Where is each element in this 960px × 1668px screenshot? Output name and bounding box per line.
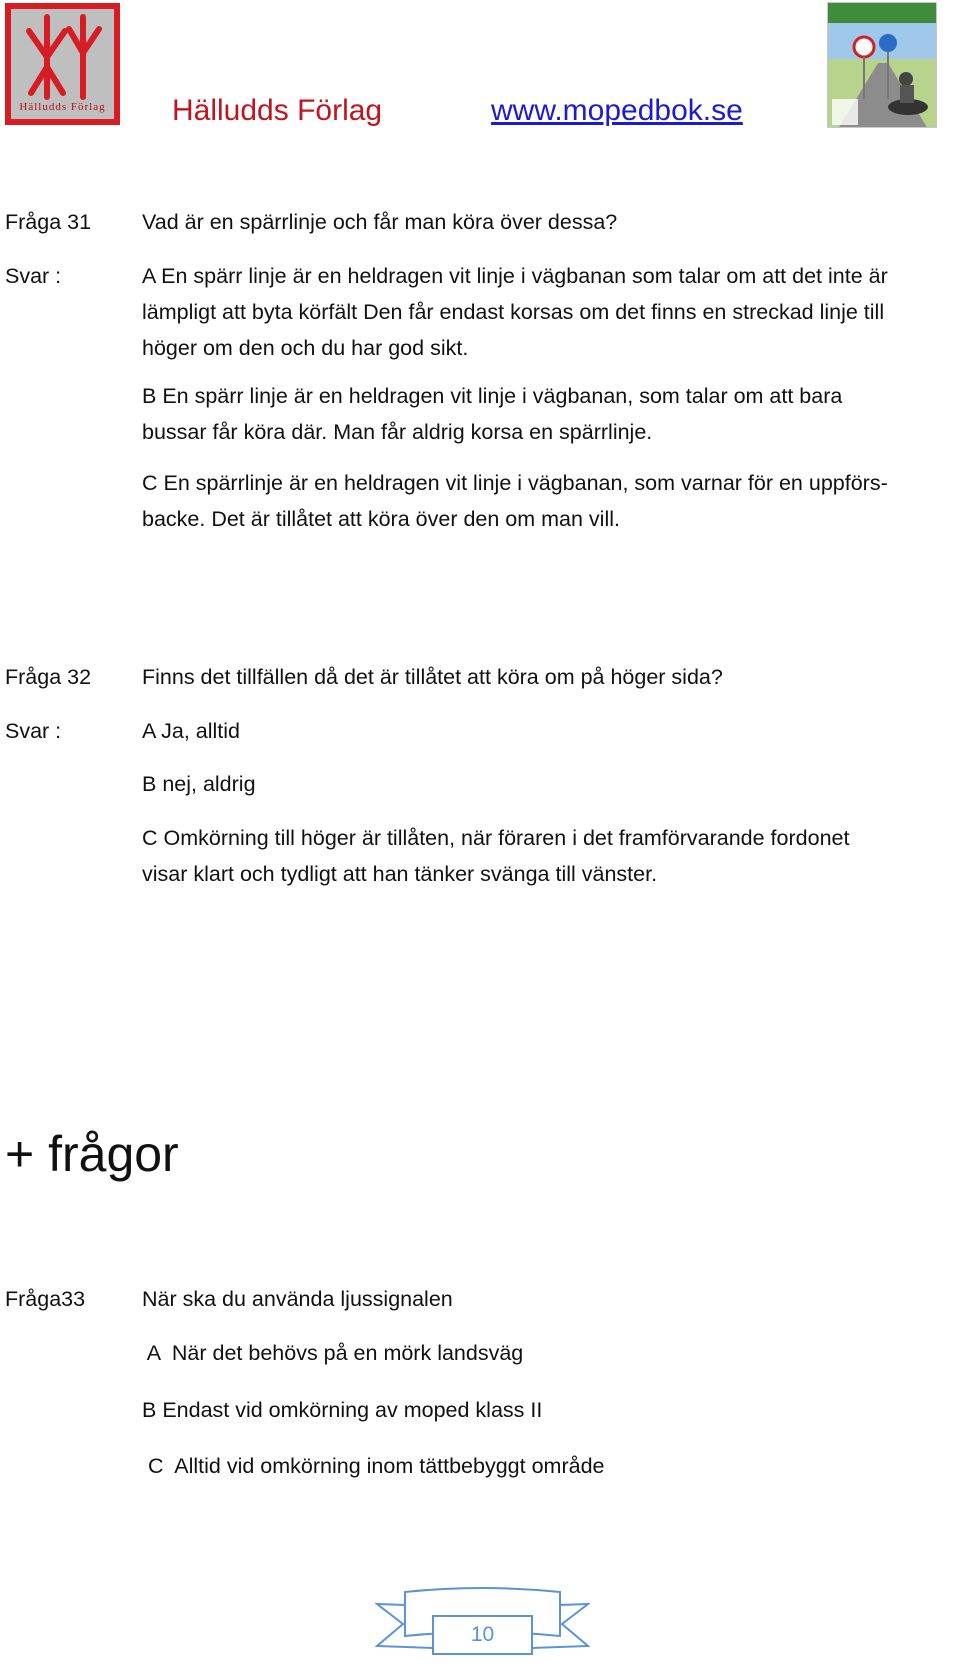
- page-number: 10: [470, 1623, 495, 1646]
- option-line: B En spärr linje är en heldragen vit linje i vägbanan, som talar om att bara: [142, 384, 843, 408]
- question-33-text: När ska du använda ljussignalen: [142, 1287, 453, 1311]
- website-link[interactable]: www.mopedbok.se: [491, 94, 743, 127]
- publisher-logo: [5, 3, 120, 125]
- question-32-option-a: A Ja, alltid: [142, 719, 240, 743]
- question-33-option-b: B Endast vid omkörning av moped klass II: [142, 1398, 543, 1422]
- page-number-badge: [375, 1586, 590, 1656]
- book-cover-illustration: [828, 3, 937, 128]
- option-line: lämpligt att byta körfält Den får endast korsas om det finns en streckad linje till: [142, 300, 885, 324]
- question-33-option-a: A När det behövs på en mörk landsväg: [142, 1341, 524, 1365]
- logo-caption: Hälludds Förlag: [19, 101, 106, 113]
- publisher-name: Hälludds Förlag: [172, 94, 383, 127]
- option-line: bussar får köra där. Man får aldrig korsa en spärrlinje.: [142, 420, 653, 444]
- question-31-option-c: [142, 465, 957, 537]
- option-line: C En spärrlinje är en heldragen vit linje i vägbanan, som varnar för en uppförs-: [142, 471, 888, 495]
- question-31-option-b: [142, 378, 957, 450]
- option-line: A En spärr linje är en heldragen vit linje i vägbanan som talar om att det inte är: [142, 264, 888, 288]
- answer-31-label: Svar :: [5, 264, 62, 288]
- question-32-text: Finns det tillfällen då det är tillåtet att köra om på höger sida?: [142, 665, 723, 689]
- option-line: höger om den och du har god sikt.: [142, 336, 469, 360]
- question-31-option-a: [142, 258, 957, 366]
- section-heading: + frågor: [5, 1126, 179, 1182]
- book-cover-image: [827, 2, 937, 128]
- question-32-option-b: B nej, aldrig: [142, 772, 256, 796]
- question-32-option-c: [142, 820, 957, 892]
- question-31-text: Vad är en spärrlinje och får man köra över dessa?: [142, 210, 618, 234]
- option-line: C Omkörning till höger är tillåten, när föraren i det framförvarande fordonet: [142, 826, 850, 850]
- question-31-label: Fråga 31: [5, 210, 92, 234]
- option-line: backe. Det är tillåtet att köra över den om man vill.: [142, 507, 620, 531]
- question-33-label: Fråga33: [5, 1287, 86, 1311]
- question-33-option-c: C Alltid vid omkörning inom tättbebyggt område: [142, 1454, 605, 1478]
- answer-32-label: Svar :: [5, 719, 62, 743]
- option-line: visar klart och tydligt att han tänker svänga till vänster.: [142, 862, 658, 886]
- question-32-label: Fråga 32: [5, 665, 92, 689]
